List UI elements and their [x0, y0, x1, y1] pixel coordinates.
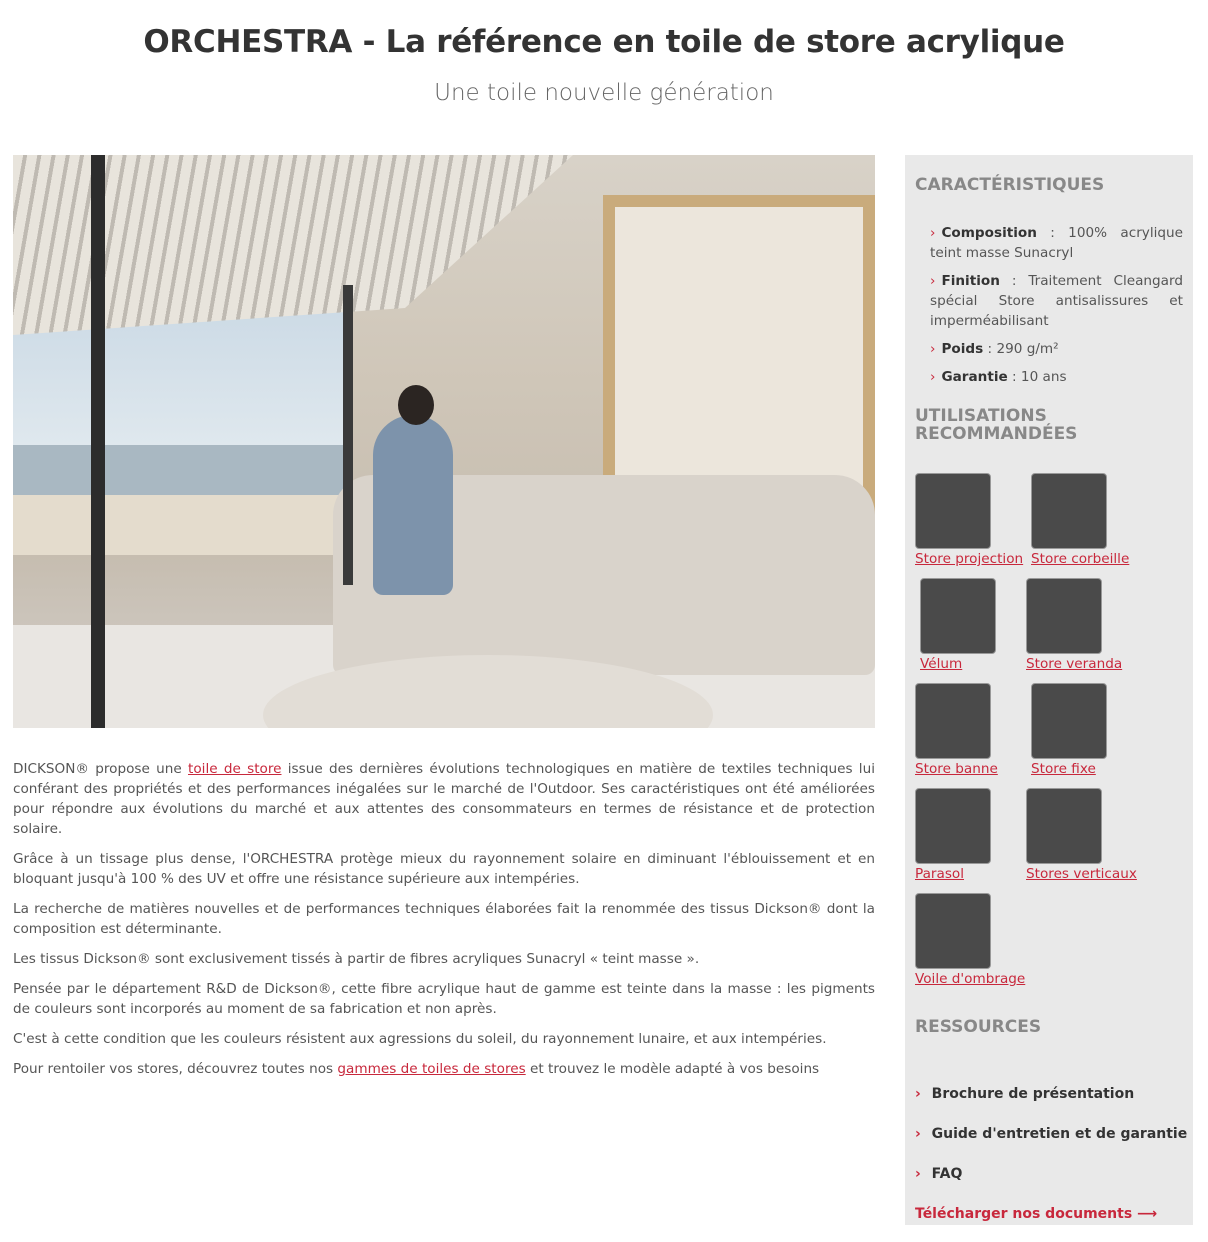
chevron-right-icon: ›	[930, 369, 936, 385]
use-stores-verticaux[interactable]: Stores verticaux	[1026, 788, 1136, 882]
resources-heading: RESSOURCES	[915, 1017, 1042, 1037]
paragraph: Grâce à un tissage plus dense, l'ORCHESTRA protège mieux du rayonnement solaire en diminuant l'éblouissement et en bloquant jusqu'à 100 % des UV et offre une résistance supérieure aux intempéries.	[13, 851, 875, 887]
voile-ombrage-icon	[915, 893, 991, 969]
sidebar	[905, 155, 1193, 1225]
paragraph: Les tissus Dickson® sont exclusivement tissés à partir de fibres acryliques Sunacryl « teint masse ».	[13, 951, 700, 967]
paragraph: C'est à cette condition que les couleurs résistent aux agressions du soleil, du rayonnement lunaire, et aux intempéries.	[13, 1031, 827, 1047]
chevron-right-icon: ›	[915, 1086, 921, 1102]
description	[13, 759, 875, 1089]
resource-faq[interactable]: › FAQ	[915, 1166, 963, 1182]
paragraph: Pour rentoiler vos stores, découvrez toutes nos gammes de toiles de stores et trouvez le modèle adapté à vos besoins	[13, 1061, 820, 1077]
use-velum[interactable]: Vélum	[920, 578, 1030, 672]
characteristic-item: › Poids : 290 g/m²	[930, 341, 1059, 357]
store-projection-icon	[915, 473, 991, 549]
page-title: ORCHESTRA - La référence en toile de store acrylique	[143, 24, 1065, 60]
toile-de-store-link[interactable]: toile de store	[188, 761, 282, 777]
velum-icon	[920, 578, 996, 654]
product-photo	[13, 155, 875, 728]
uses-heading: UTILISATIONS RECOMMANDÉES	[915, 406, 1078, 444]
parasol-icon	[915, 788, 991, 864]
characteristic-item: › Garantie : 10 ans	[930, 369, 1067, 385]
resource-guide[interactable]: › Guide d'entretien et de garantie	[915, 1126, 1188, 1142]
use-voile-ombrage[interactable]: Voile d'ombrage	[915, 893, 1025, 987]
store-fixe-icon	[1031, 683, 1107, 759]
use-store-projection[interactable]: Store projection	[915, 473, 1025, 567]
store-banne-icon	[915, 683, 991, 759]
use-store-corbeille[interactable]: Store corbeille	[1031, 473, 1141, 567]
use-store-fixe[interactable]: Store fixe	[1031, 683, 1141, 777]
characteristics-heading: CARACTÉRISTIQUES	[915, 175, 1105, 195]
paragraph: DICKSON® propose une toile de store issue des dernières évolutions technologiques en matière de textiles techniques lui conférant des propriétés et des performances inégalées sur le marché de l'Outdoor. Ses caractéristiques ont été améliorées pour répondre aux évolutions du marché et aux attentes des consommateurs en termes de résistance et de protection solaire.	[13, 761, 875, 837]
store-corbeille-icon	[1031, 473, 1107, 549]
chevron-right-icon: ›	[915, 1126, 921, 1142]
chevron-right-icon: ›	[915, 1166, 921, 1182]
store-veranda-icon	[1026, 578, 1102, 654]
paragraph: Pensée par le département R&D de Dickson®, cette fibre acrylique haut de gamme est teinte dans la masse : les pigments de couleurs sont incorporés au moment de sa fabrication et non après.	[13, 981, 875, 1017]
use-store-banne[interactable]: Store banne	[915, 683, 1025, 777]
resource-brochure[interactable]: › Brochure de présentation	[915, 1086, 1135, 1102]
use-parasol[interactable]: Parasol	[915, 788, 1025, 882]
gammes-link[interactable]: gammes de toiles de stores	[337, 1061, 526, 1077]
download-documents-link[interactable]: Télécharger nos documents ⟶	[915, 1206, 1158, 1222]
characteristics-list	[930, 223, 1183, 395]
characteristic-item: › Composition : 100% acrylique teint masse Sunacryl	[930, 225, 1183, 261]
chevron-right-icon: ›	[930, 273, 936, 289]
characteristic-item: › Finition : Traitement Cleangard spécial Store antisalissures et imperméabilisant	[930, 273, 1183, 329]
chevron-right-icon: ›	[930, 225, 936, 241]
use-store-veranda[interactable]: Store veranda	[1026, 578, 1136, 672]
stores-verticaux-icon	[1026, 788, 1102, 864]
paragraph: La recherche de matières nouvelles et de performances techniques élaborées fait la renommée des tissus Dickson® dont la composition est déterminante.	[13, 901, 875, 937]
page-subtitle: Une toile nouvelle génération	[434, 80, 774, 106]
chevron-right-icon: ›	[930, 341, 936, 357]
